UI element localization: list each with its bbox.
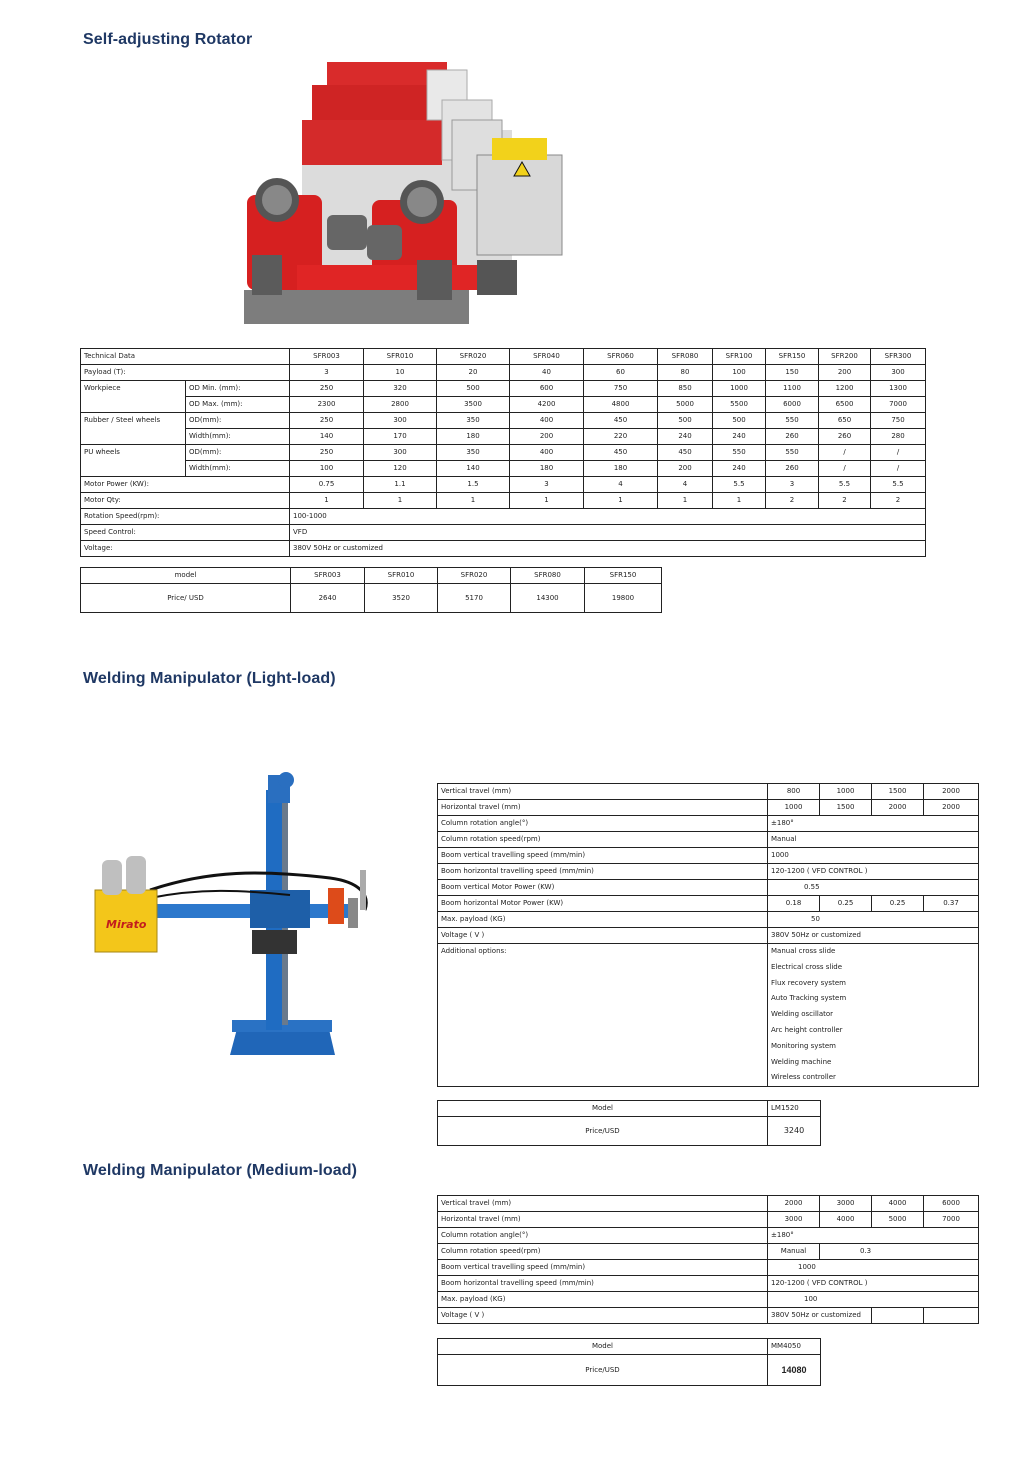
row-label: Vertical travel (mm): [438, 784, 768, 800]
cell: 6500: [819, 397, 871, 413]
cell: 1000: [768, 800, 820, 816]
cell: 1: [510, 493, 584, 509]
cell: 2000: [924, 784, 979, 800]
row-label: Width(mm):: [186, 429, 290, 445]
cell: 1500: [872, 784, 924, 800]
model-cell: SFR010: [365, 568, 438, 584]
cell: 300: [871, 365, 926, 381]
cell: [820, 1244, 979, 1260]
cell: 4200: [510, 397, 584, 413]
cell: 1: [290, 493, 364, 509]
cell: 180: [437, 429, 510, 445]
row-label: Boom horizontal travelling speed (mm/min): [438, 1276, 768, 1292]
cell: 150: [766, 365, 819, 381]
model-cell: MM4050: [768, 1339, 821, 1355]
row-label: Voltage ( V ): [438, 1308, 768, 1324]
cell: 300: [364, 413, 437, 429]
table-row: [438, 1101, 821, 1117]
cell: 1.5: [437, 477, 510, 493]
empty-cell: [872, 1308, 924, 1324]
light-manipulator-title: Welding Manipulator (Light-load): [83, 670, 336, 687]
row-label: Max. payload (KG): [438, 912, 768, 928]
price-cell: 3240: [768, 1117, 821, 1146]
cell: 4000: [820, 1212, 872, 1228]
rotator-price-table: [80, 567, 662, 613]
cell: 550: [713, 445, 766, 461]
model-label: Model: [438, 1101, 768, 1117]
cell: 300: [364, 445, 437, 461]
medium-spec-table: [437, 1195, 979, 1324]
cell: [768, 912, 979, 928]
cell-value: 50: [811, 915, 820, 923]
cell: 4: [658, 477, 713, 493]
table-row: [81, 429, 926, 445]
table-row: [438, 800, 979, 816]
cell: 5.5: [713, 477, 766, 493]
cell: 140: [290, 429, 364, 445]
cell: 0.25: [872, 896, 924, 912]
cell-value: 0.55: [804, 883, 820, 891]
manipulator-photo: [90, 770, 390, 1070]
row-label: Column rotation speed(rpm): [438, 832, 768, 848]
cell: 5.5: [819, 477, 871, 493]
model-label: model: [81, 568, 291, 584]
model-cell: LM1520: [768, 1101, 821, 1117]
model-cell: SFR003: [291, 568, 365, 584]
cell: 1200: [819, 381, 871, 397]
cell: 4000: [872, 1196, 924, 1212]
price-cell: 19800: [585, 584, 662, 613]
cell: 250: [290, 445, 364, 461]
cell: 5000: [658, 397, 713, 413]
table-row: [438, 1308, 979, 1324]
cell: 1: [658, 493, 713, 509]
price-cell: 3520: [365, 584, 438, 613]
cell: 120-1200 ( VFD CONTROL ): [768, 864, 979, 880]
row-label: Boom vertical travelling speed (mm/min): [438, 1260, 768, 1276]
table-row: [438, 1276, 979, 1292]
price-cell: 14300: [511, 584, 585, 613]
table-row: [438, 880, 979, 896]
row-label: Column rotation angle(°): [438, 816, 768, 832]
model-cell: SFR003: [290, 349, 364, 365]
table-row: [438, 1292, 979, 1308]
cell: 240: [658, 429, 713, 445]
cell: ±180°: [768, 1228, 979, 1244]
table-row: [438, 1260, 979, 1276]
cell-value: 0.3: [860, 1247, 872, 1255]
rotator-spec-table: [80, 348, 926, 557]
table-row: [81, 477, 926, 493]
empty-cell: [924, 1308, 979, 1324]
cell: 2000: [768, 1196, 820, 1212]
row-label: Boom horizontal travelling speed (mm/min): [438, 864, 768, 880]
cell: 140: [437, 461, 510, 477]
model-cell: SFR020: [437, 349, 510, 365]
table-row: [81, 461, 926, 477]
cell: 1.1: [364, 477, 437, 493]
row-label: Additional options:: [438, 944, 768, 1087]
cell: 1100: [766, 381, 819, 397]
table-row: [438, 944, 979, 1087]
empty-cell: [81, 461, 186, 477]
cell: 40: [510, 365, 584, 381]
cell: 80: [658, 365, 713, 381]
list-item: Auto Tracking system: [771, 994, 847, 1003]
row-label: Boom vertical travelling speed (mm/min): [438, 848, 768, 864]
cell: 500: [437, 381, 510, 397]
model-cell: SFR080: [658, 349, 713, 365]
table-row: [438, 784, 979, 800]
cell: 5.5: [871, 477, 926, 493]
table-row: [81, 525, 926, 541]
row-label: Payload (T):: [81, 365, 290, 381]
model-cell: SFR040: [510, 349, 584, 365]
light-price-table: [437, 1100, 821, 1146]
table-row: [438, 1212, 979, 1228]
table-row: [438, 816, 979, 832]
rotator-photo: [242, 60, 572, 326]
cell: 60: [584, 365, 658, 381]
empty-cell: [81, 429, 186, 445]
cell: 850: [658, 381, 713, 397]
cell: 240: [713, 461, 766, 477]
cell: ±180°: [768, 816, 979, 832]
list-item: Electrical cross slide: [771, 962, 843, 971]
cell: [768, 1260, 979, 1276]
cell: /: [819, 461, 871, 477]
table-row: [81, 541, 926, 557]
cell: Manual: [768, 832, 979, 848]
table-row: [81, 381, 926, 397]
cell: 2: [819, 493, 871, 509]
row-label: Speed Control:: [81, 525, 290, 541]
model-cell: SFR150: [766, 349, 819, 365]
cell: 280: [871, 429, 926, 445]
cell: 800: [768, 784, 820, 800]
cell: 3000: [820, 1196, 872, 1212]
cell: [768, 1292, 979, 1308]
row-label: Width(mm):: [186, 461, 290, 477]
model-cell: SFR060: [584, 349, 658, 365]
cell: 320: [364, 381, 437, 397]
row-group-label: Rubber / Steel wheels: [81, 413, 186, 429]
cell: 240: [713, 429, 766, 445]
cell: 1: [584, 493, 658, 509]
price-label: Price/ USD: [81, 584, 291, 613]
brand-logo: Mirato: [106, 918, 147, 931]
cell: 120: [364, 461, 437, 477]
cell: 260: [766, 429, 819, 445]
cell: 170: [364, 429, 437, 445]
table-row: [81, 445, 926, 461]
table-row: [438, 1196, 979, 1212]
table-row: [438, 1355, 821, 1386]
row-group-label: Workpiece: [81, 381, 186, 397]
cell: 0.18: [768, 896, 820, 912]
row-label: Column rotation angle(°): [438, 1228, 768, 1244]
cell: 10: [364, 365, 437, 381]
cell: 250: [290, 413, 364, 429]
cell: 7000: [924, 1212, 979, 1228]
cell: /: [871, 445, 926, 461]
cell: 750: [871, 413, 926, 429]
cell: 2300: [290, 397, 364, 413]
row-label: OD(mm):: [186, 445, 290, 461]
cell-value: 100: [804, 1295, 818, 1303]
price-label: Price/USD: [438, 1355, 768, 1386]
table-row: [81, 413, 926, 429]
table-row: [81, 568, 662, 584]
table-row: [81, 365, 926, 381]
options-list: [768, 944, 979, 1087]
cell: 400: [510, 413, 584, 429]
table-row: [438, 1339, 821, 1355]
cell: 260: [766, 461, 819, 477]
table-row: [81, 397, 926, 413]
cell: 2: [871, 493, 926, 509]
cell: 2800: [364, 397, 437, 413]
cell: 450: [584, 445, 658, 461]
row-label: Column rotation speed(rpm): [438, 1244, 768, 1260]
cell: 2: [766, 493, 819, 509]
header-label: Technical Data: [81, 349, 290, 365]
cell: 350: [437, 445, 510, 461]
row-label: Motor Qty:: [81, 493, 290, 509]
cell: /: [871, 461, 926, 477]
cell: 3500: [437, 397, 510, 413]
cell: 0.75: [290, 477, 364, 493]
cell: 1: [364, 493, 437, 509]
cell: 120-1200 ( VFD CONTROL ): [768, 1276, 979, 1292]
cell: 450: [584, 413, 658, 429]
table-row: [438, 848, 979, 864]
row-label: Horizontal travel (mm): [438, 1212, 768, 1228]
row-label: Voltage ( V ): [438, 928, 768, 944]
medium-price-table: [437, 1338, 821, 1386]
model-cell: SFR080: [511, 568, 585, 584]
cell: 3: [766, 477, 819, 493]
cell: 200: [510, 429, 584, 445]
list-item: Arc height controller: [771, 1025, 843, 1034]
table-row: [438, 1117, 821, 1146]
cell: 450: [658, 445, 713, 461]
cell: 6000: [924, 1196, 979, 1212]
row-label: Motor Power (KW):: [81, 477, 290, 493]
cell: 1000: [713, 381, 766, 397]
row-group-label: PU wheels: [81, 445, 186, 461]
table-row: [438, 832, 979, 848]
row-label: OD(mm):: [186, 413, 290, 429]
cell-value: 1000: [798, 1263, 816, 1271]
cell: 180: [584, 461, 658, 477]
cell: 1500: [820, 800, 872, 816]
table-row: [438, 864, 979, 880]
model-cell: SFR150: [585, 568, 662, 584]
price-cell: 2640: [291, 584, 365, 613]
cell: 1: [437, 493, 510, 509]
cell: 200: [658, 461, 713, 477]
cell: 5000: [872, 1212, 924, 1228]
cell: 1300: [871, 381, 926, 397]
cell: 500: [658, 413, 713, 429]
row-label: Horizontal travel (mm): [438, 800, 768, 816]
cell: 200: [819, 365, 871, 381]
row-label: Boom horizontal Motor Power (KW): [438, 896, 768, 912]
cell: 260: [819, 429, 871, 445]
cell: 7000: [871, 397, 926, 413]
cell: 2000: [872, 800, 924, 816]
model-cell: SFR100: [713, 349, 766, 365]
cell: 400: [510, 445, 584, 461]
table-row: [438, 896, 979, 912]
list-item: Flux recovery system: [771, 978, 846, 987]
price-cell: 5170: [438, 584, 511, 613]
row-label: Max. payload (KG): [438, 1292, 768, 1308]
price-cell: 14080: [768, 1355, 821, 1386]
list-item: Monitoring system: [771, 1041, 836, 1050]
cell: 1: [713, 493, 766, 509]
cell: 3: [290, 365, 364, 381]
list-item: Wireless controller: [771, 1073, 836, 1082]
table-row: [81, 509, 926, 525]
light-spec-table: [437, 783, 979, 1087]
cell: 380V 50Hz or customized: [768, 928, 979, 944]
cell: 5500: [713, 397, 766, 413]
cell: 0.25: [820, 896, 872, 912]
cell: 550: [766, 413, 819, 429]
cell: 600: [510, 381, 584, 397]
model-label: Model: [438, 1339, 768, 1355]
list-item: Manual cross slide: [771, 947, 836, 955]
empty-cell: [81, 397, 186, 413]
cell: /: [819, 445, 871, 461]
row-label: OD Max. (mm):: [186, 397, 290, 413]
medium-manipulator-title: Welding Manipulator (Medium-load): [83, 1162, 358, 1179]
cell: 1000: [820, 784, 872, 800]
model-cell: SFR010: [364, 349, 437, 365]
cell: VFD: [290, 525, 926, 541]
cell: 350: [437, 413, 510, 429]
cell: 550: [766, 445, 819, 461]
cell: 250: [290, 381, 364, 397]
row-label: Boom vertical Motor Power (KW): [438, 880, 768, 896]
cell: 220: [584, 429, 658, 445]
cell: 100: [713, 365, 766, 381]
cell: 4800: [584, 397, 658, 413]
model-cell: SFR020: [438, 568, 511, 584]
cell: 0.37: [924, 896, 979, 912]
cell: 3000: [768, 1212, 820, 1228]
cell: Manual: [768, 1244, 820, 1260]
cell: 3: [510, 477, 584, 493]
table-row: [81, 584, 662, 613]
row-label: OD Min. (mm):: [186, 381, 290, 397]
cell: 6000: [766, 397, 819, 413]
cell: 4: [584, 477, 658, 493]
cell: 2000: [924, 800, 979, 816]
cell: 180: [510, 461, 584, 477]
cell: 20: [437, 365, 510, 381]
table-row: [438, 1228, 979, 1244]
model-cell: SFR300: [871, 349, 926, 365]
row-label: Rotation Speed(rpm):: [81, 509, 290, 525]
cell: 100: [290, 461, 364, 477]
row-label: Vertical travel (mm): [438, 1196, 768, 1212]
cell: 100-1000: [290, 509, 926, 525]
row-label: Voltage:: [81, 541, 290, 557]
cell: 750: [584, 381, 658, 397]
model-cell: SFR200: [819, 349, 871, 365]
table-row: [438, 912, 979, 928]
price-label: Price/USD: [438, 1117, 768, 1146]
table-row: [81, 349, 926, 365]
table-row: [81, 493, 926, 509]
list-item: Welding machine: [771, 1057, 832, 1066]
cell: 650: [819, 413, 871, 429]
table-row: [438, 1244, 979, 1260]
cell: 500: [713, 413, 766, 429]
cell: 1000: [768, 848, 979, 864]
rotator-section-title: Self-adjusting Rotator: [83, 31, 253, 48]
cell: 380V 50Hz or customized: [290, 541, 926, 557]
table-row: [438, 928, 979, 944]
cell: 380V 50Hz or customized: [768, 1308, 872, 1324]
list-item: Welding oscillator: [771, 1010, 834, 1019]
cell: [768, 880, 979, 896]
